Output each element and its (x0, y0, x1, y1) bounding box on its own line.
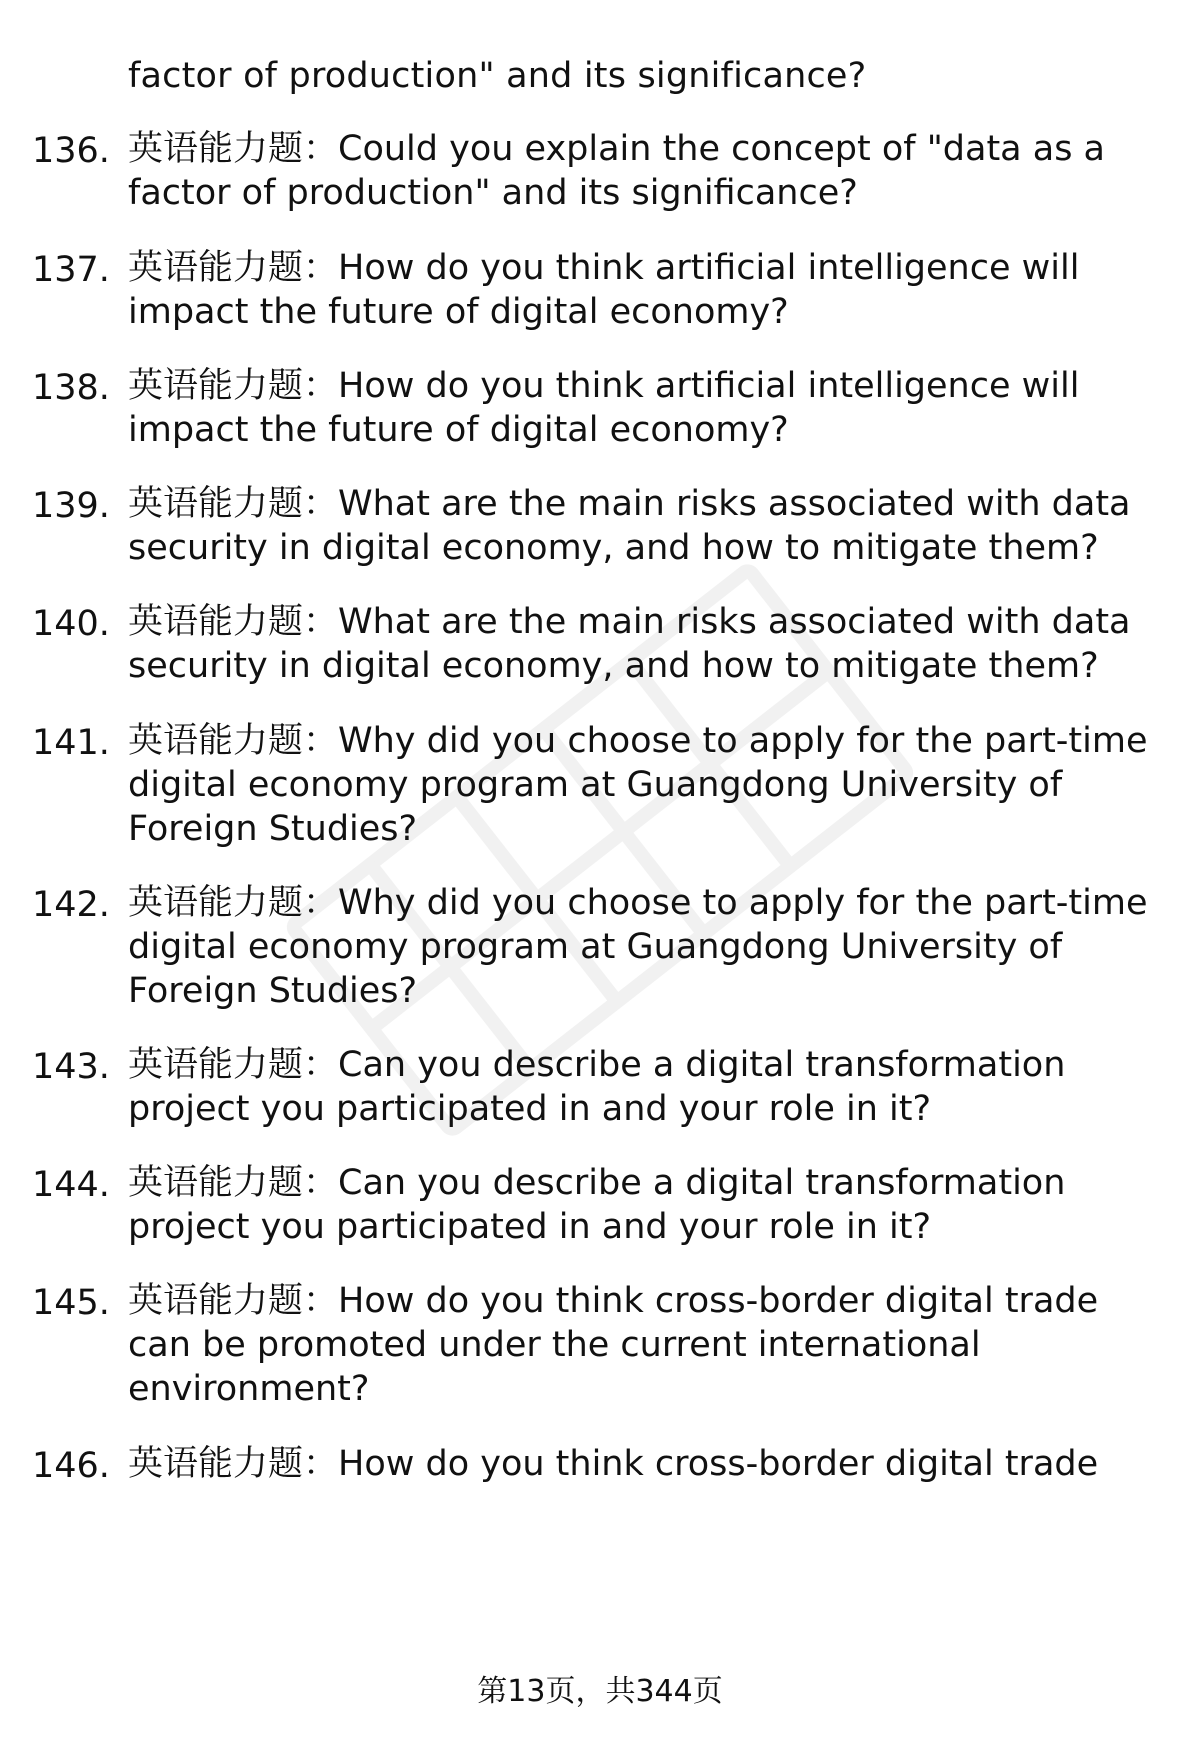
question-text (128, 1279, 1178, 1411)
question-text (128, 881, 1178, 1013)
question-text (128, 482, 1178, 570)
question-text-line: security in digital economy, and how to mitigate them? (128, 646, 1099, 686)
question-number: 146. (32, 1446, 110, 1486)
question-text (128, 1442, 1178, 1486)
question-text-line: project you participated in and your role in it? (128, 1207, 932, 1247)
question-text-line: Foreign Studies? (128, 809, 418, 849)
question-text (128, 719, 1178, 851)
question-text-line: 英语能力题：Can you describe a digital transformation (128, 1045, 1066, 1085)
question-text (128, 127, 1178, 215)
question-text-line: factor of production" and its significance? (128, 173, 858, 213)
question-text-line: 英语能力题：Can you describe a digital transformation (128, 1163, 1066, 1203)
question-number: 142. (32, 885, 110, 925)
question-number: 138. (32, 368, 110, 408)
question-text-line: digital economy program at Guangdong University of (128, 765, 1063, 805)
question-text-line: 英语能力题：How do you think artificial intelligence will (128, 366, 1080, 406)
question-number: 139. (32, 486, 110, 526)
question-text-line: impact the future of digital economy? (128, 410, 789, 450)
question-text-line: 英语能力题：How do you think cross-border digital trade (128, 1444, 1099, 1484)
question-text-line: project you participated in and your role in it? (128, 1089, 932, 1129)
question-number: 137. (32, 250, 110, 290)
question-text-line: 英语能力题：Why did you choose to apply for the part-time (128, 883, 1148, 923)
question-text-line: 英语能力题：Could you explain the concept of "data as a (128, 129, 1106, 169)
question-text-line: impact the future of digital economy? (128, 292, 789, 332)
question-number: 144. (32, 1165, 110, 1205)
question-text-line: security in digital economy, and how to mitigate them? (128, 528, 1099, 568)
question-text-line: Foreign Studies? (128, 971, 418, 1011)
question-text (128, 364, 1178, 452)
question-number: 141. (32, 723, 110, 763)
question-text-line: 英语能力题：What are the main risks associated with data (128, 484, 1131, 524)
question-number: 140. (32, 604, 110, 644)
continuation-line: factor of production" and its significance? (128, 56, 867, 96)
question-text-line: 英语能力题：How do you think cross-border digital trade (128, 1281, 1099, 1321)
question-text-line: can be promoted under the current international (128, 1325, 981, 1365)
question-number: 136. (32, 131, 110, 171)
question-text-line: digital economy program at Guangdong University of (128, 927, 1063, 967)
question-text (128, 246, 1178, 334)
question-text (128, 1161, 1178, 1249)
question-text (128, 600, 1178, 688)
question-text (128, 1043, 1178, 1131)
question-number: 143. (32, 1047, 110, 1087)
question-text-line: 英语能力题：What are the main risks associated with data (128, 602, 1131, 642)
question-text-line: 英语能力题：How do you think artificial intelligence will (128, 248, 1080, 288)
question-text-line: environment? (128, 1369, 370, 1409)
question-number: 145. (32, 1283, 110, 1323)
question-text-line: 英语能力题：Why did you choose to apply for the part-time (128, 721, 1148, 761)
page-number-footer: 第13页，共344页 (477, 1674, 723, 1709)
